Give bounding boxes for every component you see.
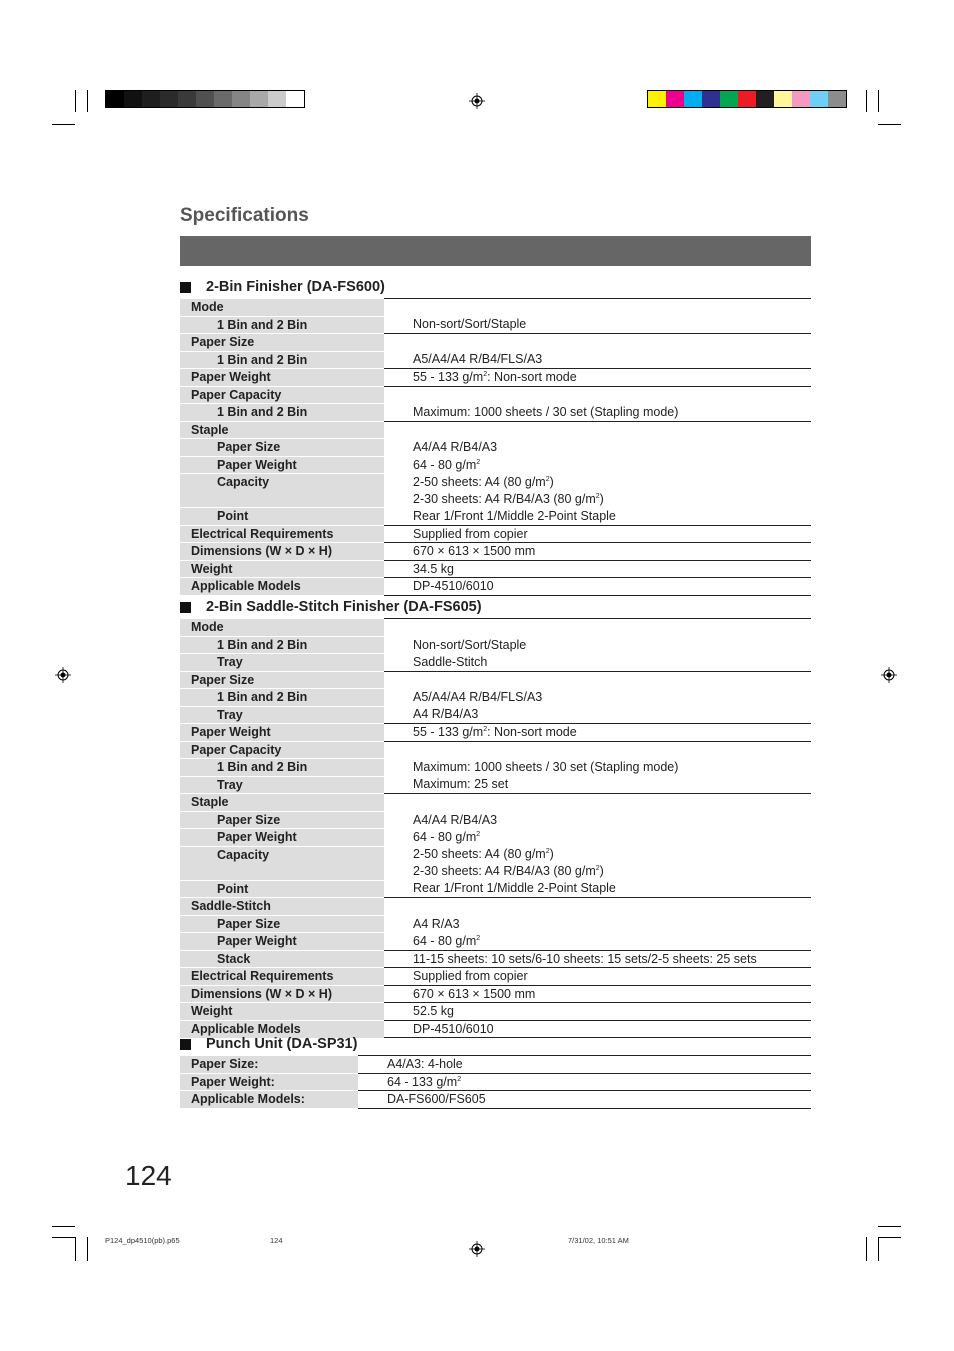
superscript: 2 bbox=[476, 830, 481, 838]
spec-value bbox=[384, 654, 811, 672]
spec-value-text: 64 - 133 g/m bbox=[387, 1074, 458, 1089]
spec-label: Applicable Models: bbox=[180, 1091, 358, 1109]
spec-label: Staple bbox=[180, 794, 384, 812]
spec-label: Electrical Requirements bbox=[180, 968, 384, 986]
spec-value bbox=[384, 950, 811, 968]
spec-value bbox=[384, 543, 811, 561]
spec-row bbox=[180, 880, 811, 898]
spec-label: Applicable Models bbox=[180, 1020, 384, 1038]
spec-value-text: 55 - 133 g/m bbox=[413, 370, 484, 384]
crop-mark bbox=[878, 1226, 901, 1227]
superscript: 2 bbox=[545, 475, 550, 483]
spec-label: Staple bbox=[180, 421, 384, 439]
section-title: 2-Bin Finisher (DA-FS600) bbox=[206, 279, 385, 295]
spec-row bbox=[180, 578, 811, 596]
spec-value-tail: ) bbox=[599, 864, 604, 879]
spec-value-tail: : Non-sort mode bbox=[487, 725, 577, 739]
spec-label: Paper Size bbox=[180, 671, 384, 689]
spec-label: 1 Bin and 2 Bin bbox=[180, 316, 384, 334]
spec-row bbox=[180, 829, 811, 847]
spec-row bbox=[180, 351, 811, 369]
spec-row bbox=[180, 950, 811, 968]
spec-value bbox=[384, 829, 811, 847]
spec-label: 1 Bin and 2 Bin bbox=[180, 759, 384, 777]
spec-label: Paper Weight bbox=[180, 829, 384, 847]
spec-label: Dimensions (W × D × H) bbox=[180, 543, 384, 561]
color-swatch bbox=[684, 91, 702, 107]
spec-label: Mode bbox=[180, 619, 384, 637]
spec-value bbox=[384, 880, 811, 898]
spec-value bbox=[384, 689, 811, 707]
spec-value bbox=[384, 933, 811, 951]
spec-label: Weight bbox=[180, 1003, 384, 1021]
spec-row bbox=[180, 776, 811, 794]
spec-row bbox=[180, 386, 811, 404]
registration-mark-icon bbox=[55, 667, 71, 683]
footer-timestamp: 7/31/02, 10:51 AM bbox=[568, 1236, 629, 1245]
spec-value-text: Rear 1/Front 1/Middle 2-Point Staple bbox=[413, 881, 616, 896]
spec-value-text: 11-15 sheets: 10 sets/6-10 sheets: 15 sets/2-5 sheets: 25 sets bbox=[413, 951, 757, 966]
spec-row bbox=[180, 706, 811, 724]
spec-value-text: DP-4510/6010 bbox=[413, 1021, 494, 1036]
spec-row bbox=[180, 636, 811, 654]
spec-value bbox=[384, 636, 811, 654]
crop-mark bbox=[75, 1237, 76, 1261]
crop-mark bbox=[878, 1237, 901, 1238]
spec-label: Mode bbox=[180, 299, 384, 317]
spec-value-text: 52.5 kg bbox=[413, 1004, 455, 1018]
color-swatch bbox=[648, 91, 666, 107]
spec-value bbox=[358, 1056, 811, 1074]
crop-mark bbox=[87, 90, 88, 112]
section-heading bbox=[180, 1034, 811, 1054]
spec-value-text: A4 R/B4/A3 bbox=[413, 707, 479, 722]
page-title: Specifications bbox=[180, 205, 309, 226]
superscript: 2 bbox=[595, 492, 600, 500]
superscript: 2 bbox=[595, 865, 600, 873]
spec-value bbox=[384, 508, 811, 526]
spec-value-text: A4/A4 R/B4/A3 bbox=[413, 440, 498, 454]
spec-value-text: Supplied from copier bbox=[413, 969, 528, 983]
spec-value bbox=[384, 1003, 811, 1021]
spec-value bbox=[384, 759, 811, 777]
spec-row bbox=[180, 1091, 811, 1109]
color-swatch bbox=[232, 91, 250, 107]
spec-value bbox=[384, 369, 811, 387]
spec-row bbox=[180, 543, 811, 561]
spec-value bbox=[384, 474, 811, 491]
spec-row bbox=[180, 525, 811, 543]
spec-row bbox=[180, 689, 811, 707]
crop-mark bbox=[866, 1237, 867, 1261]
spec-label bbox=[180, 491, 384, 508]
spec-value bbox=[384, 421, 811, 439]
spec-value bbox=[384, 724, 811, 742]
section-heading bbox=[180, 277, 811, 297]
spec-row bbox=[180, 456, 811, 474]
spec-label: Weight bbox=[180, 560, 384, 578]
spec-value-text: A4/A4 R/B4/A3 bbox=[413, 812, 498, 827]
spec-label: Paper Size: bbox=[180, 1056, 358, 1074]
color-swatch bbox=[792, 91, 810, 107]
spec-label: Paper Weight bbox=[180, 724, 384, 742]
spec-label: Tray bbox=[180, 654, 384, 672]
spec-value-text: 64 - 80 g/m bbox=[413, 830, 477, 844]
spec-value-tail: ) bbox=[549, 847, 554, 862]
color-swatch bbox=[702, 91, 720, 107]
color-swatch bbox=[268, 91, 286, 107]
spec-label: Paper Weight: bbox=[180, 1073, 358, 1091]
spec-value bbox=[384, 386, 811, 404]
registration-mark-icon bbox=[881, 667, 897, 683]
spec-label: Paper Weight bbox=[180, 933, 384, 951]
spec-section-da-sp31 bbox=[180, 1034, 811, 1109]
crop-mark bbox=[878, 124, 901, 125]
spec-value bbox=[384, 898, 811, 916]
spec-row bbox=[180, 741, 811, 759]
spec-row bbox=[180, 654, 811, 672]
color-swatch bbox=[196, 91, 214, 107]
spec-row bbox=[180, 671, 811, 689]
spec-value bbox=[384, 525, 811, 543]
color-swatch bbox=[106, 91, 124, 107]
spec-value-tail: : Non-sort mode bbox=[487, 370, 577, 384]
spec-row bbox=[180, 439, 811, 457]
spec-row bbox=[180, 915, 811, 933]
color-swatch bbox=[756, 91, 774, 107]
spec-label: Paper Size bbox=[180, 915, 384, 933]
spec-row bbox=[180, 316, 811, 334]
spec-value-text: 670 × 613 × 1500 mm bbox=[413, 986, 536, 1001]
color-swatch bbox=[666, 91, 684, 107]
spec-value bbox=[384, 491, 811, 508]
cmyk-color-bar bbox=[647, 90, 847, 108]
spec-label: 1 Bin and 2 Bin bbox=[180, 636, 384, 654]
section-title: Punch Unit (DA-SP31) bbox=[206, 1036, 358, 1052]
spec-value-text: Maximum: 1000 sheets / 30 set (Stapling mode) bbox=[413, 404, 679, 419]
spec-label bbox=[180, 863, 384, 880]
header-bar bbox=[180, 236, 811, 266]
superscript: 2 bbox=[457, 1075, 462, 1083]
spec-label: Point bbox=[180, 880, 384, 898]
crop-mark bbox=[866, 90, 867, 112]
spec-value-text: DA-FS600/FS605 bbox=[387, 1092, 486, 1106]
spec-row bbox=[180, 619, 811, 637]
spec-row bbox=[180, 724, 811, 742]
crop-mark bbox=[52, 1237, 75, 1238]
spec-section-da-fs600 bbox=[180, 277, 811, 596]
spec-section-da-fs605 bbox=[180, 597, 811, 1038]
spec-row bbox=[180, 474, 811, 491]
spec-value-text: Maximum: 1000 sheets / 30 set (Stapling mode) bbox=[413, 760, 679, 774]
spec-value bbox=[384, 299, 811, 317]
spec-value-text: 2-30 sheets: A4 R/B4/A3 (80 g/m bbox=[413, 491, 596, 506]
spec-row bbox=[180, 421, 811, 439]
square-bullet-icon bbox=[180, 602, 191, 613]
spec-row bbox=[180, 299, 811, 317]
crop-mark bbox=[878, 1237, 879, 1261]
color-swatch bbox=[810, 91, 828, 107]
color-swatch bbox=[214, 91, 232, 107]
spec-row bbox=[180, 560, 811, 578]
spec-value-text: Rear 1/Front 1/Middle 2-Point Staple bbox=[413, 508, 616, 523]
spec-label: Applicable Models bbox=[180, 578, 384, 596]
spec-value-text: Non-sort/Sort/Staple bbox=[413, 317, 527, 332]
footer-page: 124 bbox=[270, 1236, 283, 1245]
spec-label: 1 Bin and 2 Bin bbox=[180, 689, 384, 707]
spec-value bbox=[384, 846, 811, 863]
square-bullet-icon bbox=[180, 1039, 191, 1050]
superscript: 2 bbox=[476, 458, 481, 466]
spec-value bbox=[384, 456, 811, 474]
spec-value bbox=[384, 439, 811, 457]
spec-value bbox=[358, 1073, 811, 1091]
spec-value bbox=[384, 915, 811, 933]
spec-label: 1 Bin and 2 Bin bbox=[180, 404, 384, 422]
spec-row bbox=[180, 334, 811, 352]
spec-value bbox=[384, 968, 811, 986]
registration-mark-icon bbox=[469, 93, 485, 109]
color-swatch bbox=[178, 91, 196, 107]
spec-label: Tray bbox=[180, 776, 384, 794]
spec-row bbox=[180, 1056, 811, 1074]
spec-label: Saddle-Stitch bbox=[180, 898, 384, 916]
spec-value-tail: ) bbox=[599, 491, 604, 506]
spec-value bbox=[384, 560, 811, 578]
spec-row bbox=[180, 968, 811, 986]
spec-value-text: A5/A4/A4 R/B4/FLS/A3 bbox=[413, 352, 543, 367]
spec-value-text: 64 - 80 g/m bbox=[413, 457, 477, 472]
square-bullet-icon bbox=[180, 282, 191, 293]
spec-row bbox=[180, 933, 811, 951]
spec-row bbox=[180, 794, 811, 812]
footer-file: P124_dp4510(pb).p65 bbox=[105, 1236, 180, 1245]
color-swatch bbox=[738, 91, 756, 107]
spec-value bbox=[384, 776, 811, 794]
spec-value-text: Supplied from copier bbox=[413, 526, 528, 541]
crop-mark bbox=[878, 90, 879, 112]
spec-value bbox=[358, 1091, 811, 1109]
spec-label: Capacity bbox=[180, 846, 384, 863]
spec-row bbox=[180, 846, 811, 863]
spec-value bbox=[384, 671, 811, 689]
spec-table bbox=[180, 1055, 811, 1109]
spec-value bbox=[384, 741, 811, 759]
color-swatch bbox=[142, 91, 160, 107]
spec-value bbox=[384, 334, 811, 352]
superscript: 2 bbox=[476, 934, 481, 942]
color-swatch bbox=[828, 91, 846, 107]
crop-mark bbox=[87, 1237, 88, 1261]
color-swatch bbox=[720, 91, 738, 107]
section-heading bbox=[180, 597, 811, 617]
spec-row bbox=[180, 369, 811, 387]
spec-value-text: DP-4510/6010 bbox=[413, 579, 494, 593]
spec-label: Paper Size bbox=[180, 439, 384, 457]
spec-label: Point bbox=[180, 508, 384, 526]
superscript: 2 bbox=[483, 370, 488, 378]
page-number: 124 bbox=[125, 1160, 172, 1191]
spec-value-text: A4 R/A3 bbox=[413, 916, 460, 931]
spec-value bbox=[384, 985, 811, 1003]
spec-value bbox=[384, 404, 811, 422]
spec-label: Stack bbox=[180, 950, 384, 968]
spec-label: Electrical Requirements bbox=[180, 525, 384, 543]
spec-label: Paper Weight bbox=[180, 456, 384, 474]
spec-row bbox=[180, 491, 811, 508]
spec-row bbox=[180, 985, 811, 1003]
spec-value bbox=[384, 578, 811, 596]
spec-value-text: Maximum: 25 set bbox=[413, 777, 509, 792]
spec-label: Capacity bbox=[180, 474, 384, 491]
spec-value-tail: ) bbox=[549, 474, 554, 489]
color-swatch bbox=[160, 91, 178, 107]
spec-value bbox=[384, 811, 811, 829]
spec-label: 1 Bin and 2 Bin bbox=[180, 351, 384, 369]
spec-row bbox=[180, 508, 811, 526]
registration-mark-icon bbox=[469, 1241, 485, 1257]
spec-value-text: Non-sort/Sort/Staple bbox=[413, 637, 527, 652]
crop-mark bbox=[52, 124, 75, 125]
spec-label: Paper Capacity bbox=[180, 741, 384, 759]
spec-label: Paper Capacity bbox=[180, 386, 384, 404]
spec-row bbox=[180, 759, 811, 777]
spec-value-text: 670 × 613 × 1500 mm bbox=[413, 544, 536, 558]
spec-value bbox=[384, 706, 811, 724]
spec-value-text: Saddle-Stitch bbox=[413, 654, 488, 669]
spec-row bbox=[180, 404, 811, 422]
color-swatch bbox=[774, 91, 792, 107]
spec-value-text: A4/A3: 4-hole bbox=[387, 1057, 463, 1071]
spec-label: Paper Size bbox=[180, 334, 384, 352]
spec-row bbox=[180, 898, 811, 916]
superscript: 2 bbox=[545, 848, 550, 856]
crop-mark bbox=[52, 1226, 75, 1227]
spec-value bbox=[384, 351, 811, 369]
spec-row bbox=[180, 1073, 811, 1091]
spec-value-text: 64 - 80 g/m bbox=[413, 933, 477, 948]
spec-value-text: 34.5 kg bbox=[413, 561, 455, 576]
superscript: 2 bbox=[483, 725, 488, 733]
color-swatch bbox=[286, 91, 304, 107]
spec-label: Dimensions (W × D × H) bbox=[180, 985, 384, 1003]
crop-mark bbox=[75, 90, 76, 112]
color-swatch bbox=[124, 91, 142, 107]
gray-color-bar bbox=[105, 90, 305, 108]
section-title: 2-Bin Saddle-Stitch Finisher (DA-FS605) bbox=[206, 599, 482, 615]
spec-value-text: 2-30 sheets: A4 R/B4/A3 (80 g/m bbox=[413, 864, 596, 879]
spec-table bbox=[180, 298, 811, 596]
spec-value bbox=[384, 794, 811, 812]
spec-value-text: A5/A4/A4 R/B4/FLS/A3 bbox=[413, 690, 543, 704]
spec-row bbox=[180, 863, 811, 880]
spec-value-text: 55 - 133 g/m bbox=[413, 725, 484, 739]
spec-value bbox=[384, 863, 811, 880]
spec-table bbox=[180, 618, 811, 1038]
spec-row bbox=[180, 811, 811, 829]
spec-label: Paper Weight bbox=[180, 369, 384, 387]
spec-label: Paper Size bbox=[180, 811, 384, 829]
spec-value-text: 2-50 sheets: A4 (80 g/m bbox=[413, 474, 546, 489]
spec-value bbox=[384, 316, 811, 334]
color-swatch bbox=[250, 91, 268, 107]
spec-row bbox=[180, 1003, 811, 1021]
spec-label: Tray bbox=[180, 706, 384, 724]
spec-value-text: 2-50 sheets: A4 (80 g/m bbox=[413, 847, 546, 862]
spec-value bbox=[384, 619, 811, 637]
